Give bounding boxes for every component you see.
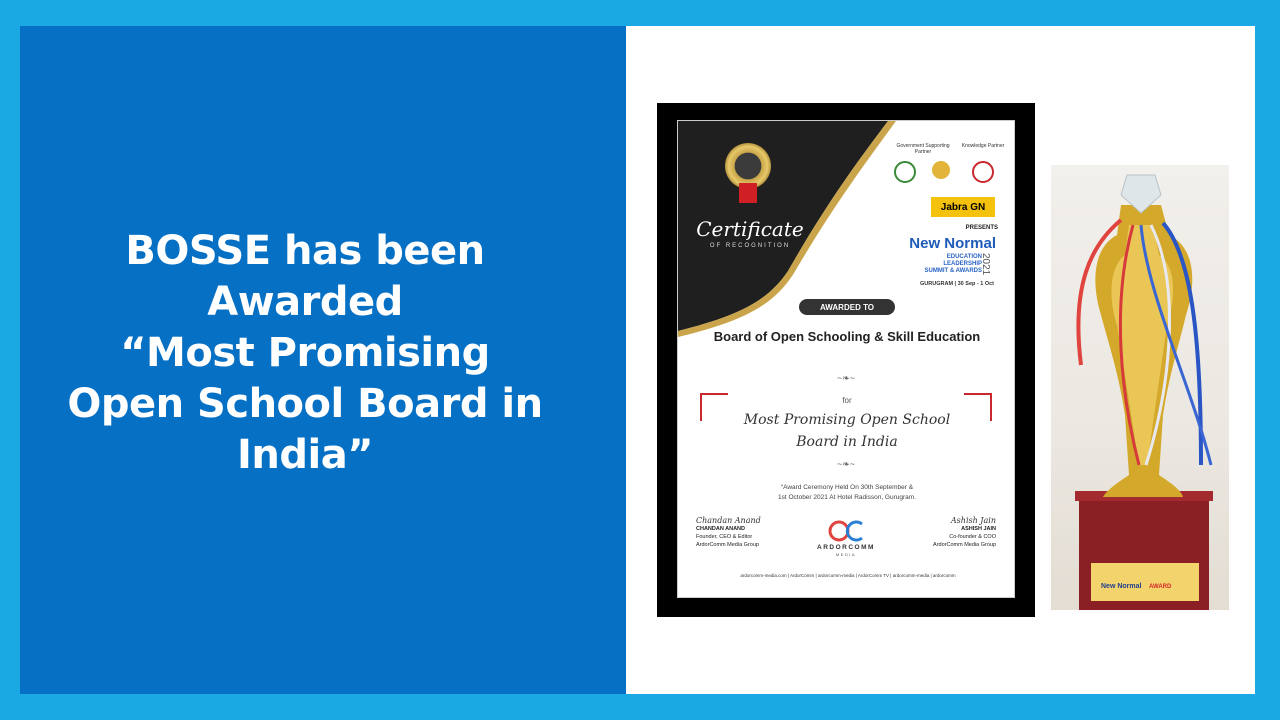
ornament-icon: ~❧~: [836, 373, 856, 383]
event-sub-line: LEADERSHIP: [943, 261, 982, 267]
ornament-icon: ~❧~: [836, 459, 856, 469]
event-year: 2021: [980, 253, 991, 276]
gov-partner-label: Government Supporting Partner: [896, 143, 950, 155]
signature-script: Ashish Jain: [950, 516, 996, 525]
signatory-org: ArdorComm Media Group: [933, 542, 996, 548]
signatory-left: [696, 517, 761, 549]
ribbon-icon: [739, 183, 757, 203]
headline-line: “Most Promising: [120, 330, 490, 376]
gov-emblem-icon: [932, 161, 950, 179]
knowledge-partner-icon: [972, 161, 994, 183]
ceremony-line: “Award Ceremony Held On 30th September &: [780, 484, 914, 491]
social-links: ardorcomm-media.com | ArdorComm | ardorcomm-media | ArdorComm TV | ardorcomm-media | ardorcomm: [740, 573, 956, 578]
awarded-to-badge: AWARDED TO: [799, 299, 895, 315]
trophy-photo: [1051, 165, 1229, 610]
headline-line: Awarded: [207, 279, 403, 325]
event-sub-line: EDUCATION: [946, 254, 982, 260]
trophy-icon: [1051, 165, 1229, 610]
brand-sub: MEDIA: [835, 552, 857, 557]
for-label: for: [842, 396, 852, 405]
headline-line: Open School Board in: [67, 381, 543, 427]
sponsor-logo: Jabra GN: [931, 197, 995, 217]
certificate-subtitle: OF RECOGNITION: [709, 243, 791, 249]
event-place: GURUGRAM | 30 Sep - 1 Oct: [920, 281, 994, 287]
certificate-title: Certificate: [696, 217, 804, 241]
ceremony-line: 1st October 2021 At Hotel Radisson, Gurugram.: [777, 494, 916, 501]
signatory-org: ArdorComm Media Group: [696, 542, 759, 548]
headline: [40, 226, 570, 481]
presents-label: PRESENTS: [965, 225, 998, 231]
event-subtitle: [874, 254, 982, 275]
signatory-role: Co-founder & COO: [949, 534, 996, 540]
ceremony-note: [738, 483, 956, 503]
brand-name: ARDORCOMM: [817, 544, 875, 551]
plaque-award: AWARD: [1149, 584, 1172, 590]
headline-line: India”: [237, 432, 373, 478]
ardorcomm-logo-icon: [826, 519, 866, 543]
event-sub-line: SUMMIT & AWARDS: [924, 268, 982, 274]
signatory-name: ASHISH JAIN: [961, 526, 996, 532]
recipient-name: Board of Open Schooling & Skill Education: [713, 329, 981, 344]
signatory-name: CHANDAN ANAND: [696, 526, 745, 532]
award-name: [718, 409, 976, 453]
headline-line: BOSSE has been: [125, 228, 485, 274]
knowledge-partner-label: Knowledge Partner: [961, 143, 1005, 149]
trophy-plaque: [1091, 563, 1199, 601]
signatory-role: Founder, CEO & Editor: [696, 534, 753, 540]
signatory-right: [918, 517, 996, 549]
plaque-event: New Normal: [1101, 583, 1142, 590]
signature-script: Chandan Anand: [696, 516, 761, 525]
award-name-line: Board in India: [796, 434, 898, 450]
event-title: New Normal: [909, 235, 996, 252]
certificate: [677, 120, 1015, 598]
gov-emblem-icon: [894, 161, 916, 183]
award-name-line: Most Promising Open School: [743, 412, 951, 428]
